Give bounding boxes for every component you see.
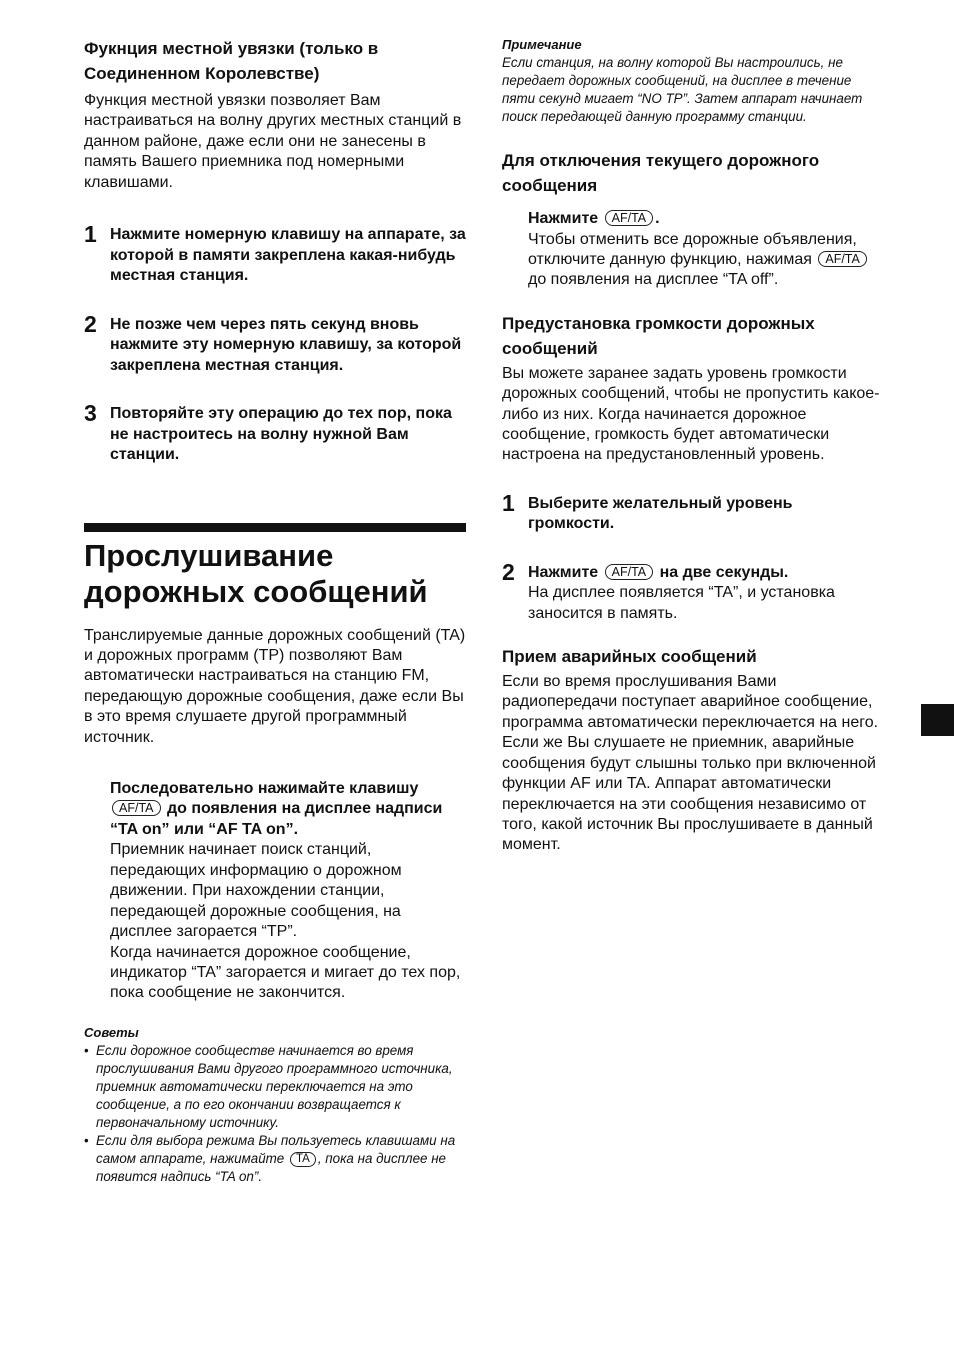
local-link-step-1 xyxy=(84,221,466,287)
cancel-text-part2: до появления на дисплее “TA off”. xyxy=(528,271,779,289)
press-label: Нажмите xyxy=(528,210,599,227)
tips-title: Советы xyxy=(84,1024,139,1040)
left-column xyxy=(84,36,466,1186)
volume-intro: Вы можете заранее задать уровень громкости дорожных сообщений, чтобы не пропустить какое-либо из них. Когда начинается дорожное сообщение, громкость будет автоматически настроена на предустановленный уровень. xyxy=(502,364,880,464)
section-title: Прослушивание дорожных сообщений xyxy=(84,537,428,609)
ta-result-2: Когда начинается дорожное сообщение, индикатор “TA” загорается и мигает до тех пор, пока сообщение не закончится. xyxy=(110,943,461,1002)
note-block xyxy=(502,36,882,126)
section-intro: Транслируемые данные дорожных сообщений (TA) и дорожных программ (TP) позволяют Вам автоматически настраиваться на станцию FM, передающую дорожные сообщения, даже если Вы в это время слушаете другой программный источник. xyxy=(84,626,466,746)
tip-text: Если дорожное сообществе начинается во время прослушивания Вами другого программного источника, приемник автоматически переключается на это сообщение, а по его окончании возвращается к первоначальному источнику. xyxy=(96,1042,453,1130)
step-number: 1 xyxy=(502,489,515,516)
tip-text-part2: , пока на дисплее не появится надпись “TA on”. xyxy=(96,1150,447,1184)
af-ta-button-label: AF/TA xyxy=(112,800,161,816)
volume-step-1 xyxy=(502,489,882,535)
tip-item-2 xyxy=(84,1132,466,1186)
af-ta-button-label: AF/TA xyxy=(818,251,867,267)
step-text: Не позже чем через пять секунд вновь нажмите эту номерную клавишу, за которой закреплена местная станция. xyxy=(110,315,462,374)
ta-button-label: TA xyxy=(290,1152,316,1167)
note-title: Примечание xyxy=(502,37,582,52)
step-text: Повторяйте эту операцию до тех пор, пока не настроитесь на волну нужной Вам станции. xyxy=(110,405,452,464)
ta-result-1: Приемник начинает поиск станций, передающих информацию о дорожном движении. При нахождении станции, передающей дорожные сообщения, на дисплее загорается “TP”. xyxy=(110,841,402,941)
ta-instruction-part2: до появления на дисплее надписи “TA on” или “AF TA on”. xyxy=(110,800,443,838)
section-index-tab xyxy=(921,704,954,736)
emergency-text: Если во время прослушивания Вами радиопередачи поступает аварийное сообщение, программа автоматически переключается на него. Если же Вы слушаете не приемник, аварийные сообщения будут слышны только при включенной функции AF или TA. Аппарат автоматически переключается на эти сообщения независимо от того, какой источник Вы прослушиваете в данный момент. xyxy=(502,673,879,854)
step-number: 1 xyxy=(84,221,97,248)
cancel-instruction xyxy=(528,209,882,230)
volume-step-2 xyxy=(502,558,882,624)
local-link-heading: Фукнция местной увязки (только в Соединенном Королевстве) xyxy=(84,39,379,83)
ta-instruction-part1: Последовательно нажимайте клавишу xyxy=(110,779,419,797)
step-result: На дисплее появляется “TA”, и установка заносится в память. xyxy=(528,584,835,622)
emergency-heading: Прием аварийных сообщений xyxy=(502,647,757,667)
cancel-block xyxy=(502,209,882,291)
step-text-part2: на две секунды. xyxy=(659,563,789,581)
period: . xyxy=(655,210,660,227)
section-rule xyxy=(84,523,466,532)
af-ta-button-label: AF/TA xyxy=(605,210,654,226)
cancel-text xyxy=(528,230,882,291)
local-link-intro: Функция местной увязки позволяет Вам настраиваться на волну других местных станций в данном районе, даже если они не занесены в память Вашего приемника под номерными клавишами. xyxy=(84,92,462,191)
volume-heading: Предустановка громкости дорожных сообщений xyxy=(502,313,815,358)
bullet: • xyxy=(84,1042,89,1058)
tip-item-1 xyxy=(84,1042,466,1132)
step-number: 2 xyxy=(502,558,515,585)
ta-instruction xyxy=(110,779,466,841)
local-link-step-3 xyxy=(84,400,466,466)
step-text xyxy=(528,563,882,584)
local-link-step-2 xyxy=(84,310,466,377)
tip-text-part1: Если для выбора режима Вы пользуетесь клавишами на самом аппарате, нажимайте xyxy=(96,1132,456,1166)
step-number: 3 xyxy=(84,400,97,427)
step-text: Выберите желательный уровень громкости. xyxy=(528,494,793,533)
step-text-part1: Нажмите xyxy=(528,563,599,581)
step-text: Нажмите номерную клавишу на аппарате, за которой в памяти закреплена какая-нибудь местная станция. xyxy=(110,226,466,285)
bullet: • xyxy=(84,1132,89,1148)
ta-instruction-block xyxy=(84,779,466,1004)
note-text: Если станция, на волну которой Вы настроились, не передает дорожных сообщений, на дисплее в течение пяти секунд мигает “NO TP”. Затем аппарат начинает поиск передающей данную программу станции. xyxy=(502,55,863,124)
cancel-heading: Для отключения текущего дорожного сообщения xyxy=(502,151,820,195)
cancel-text-part1: Чтобы отменить все дорожные объявления, отключите данную функцию, нажимая xyxy=(528,230,857,268)
right-column xyxy=(502,36,882,856)
tips-block xyxy=(84,1024,466,1186)
af-ta-button-label: AF/TA xyxy=(605,564,654,580)
step-number: 2 xyxy=(84,310,97,337)
